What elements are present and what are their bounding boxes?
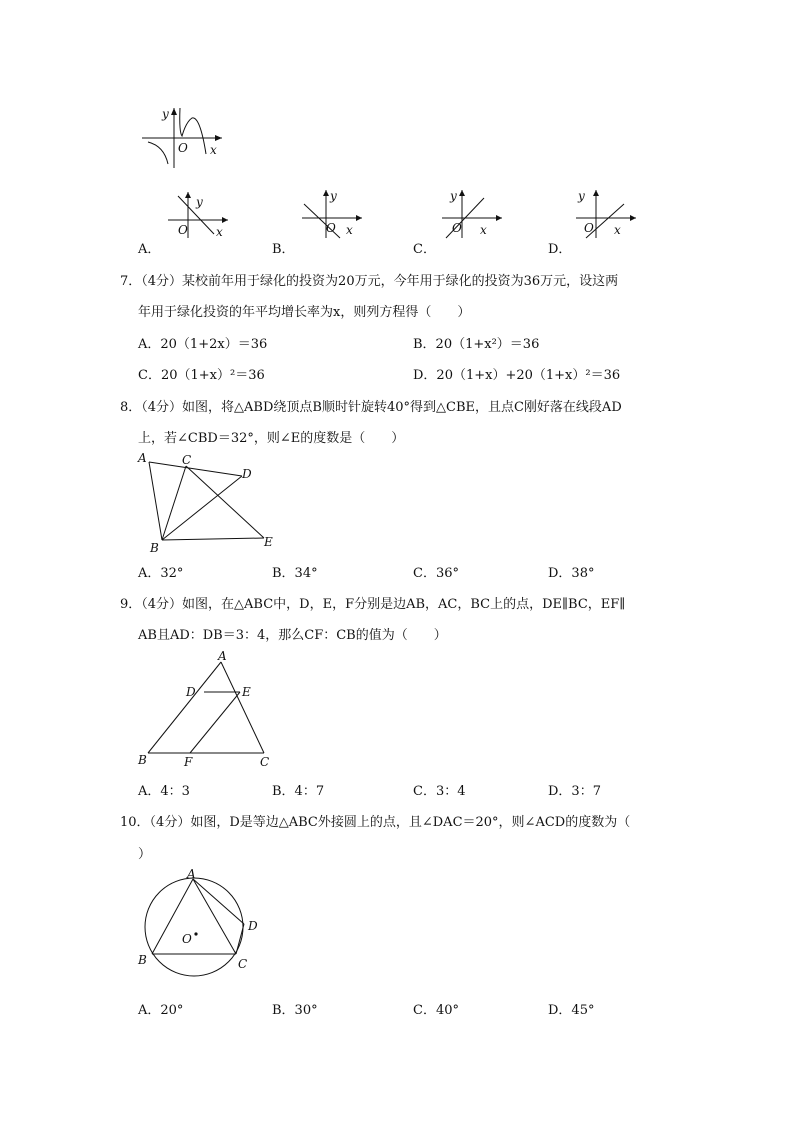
svg-text:O: O <box>584 221 594 235</box>
q10-figure <box>134 866 270 980</box>
q9-option-a: A．4：3 <box>138 784 190 799</box>
q6-option-c-label: C． <box>413 242 436 257</box>
q8-label-b: B <box>150 541 159 555</box>
q10-option-a: A．20° <box>138 1003 184 1018</box>
q9-label-b: B <box>138 753 147 767</box>
svg-text:y: y <box>578 189 585 203</box>
q6-main-graph <box>138 102 228 170</box>
q7-stem-line1: 7．（4分）某校前年用于绿化的投资为20万元，今年用于绿化的投资为36万元，设这两 <box>120 274 619 289</box>
q10-label-b: B <box>138 953 147 967</box>
q8-option-c: C．36° <box>413 566 459 581</box>
q8-label-e: E <box>264 535 273 549</box>
q7-option-a: A．20（1+2x）＝36 <box>138 337 268 352</box>
q9-label-f: F <box>184 755 193 769</box>
svg-text:O: O <box>178 223 188 237</box>
q10-option-d: D．45° <box>548 1003 595 1018</box>
q9-label-e: E <box>242 685 251 699</box>
q8-option-d: D．38° <box>548 566 595 581</box>
svg-text:x: x <box>480 223 487 237</box>
q6-option-d-label: D． <box>548 242 572 257</box>
q9-label-d: D <box>186 685 196 699</box>
svg-text:x: x <box>346 223 353 237</box>
q7-stem-line2: 年用于绿化投资的年平均增长率为x，则列方程得（ ） <box>138 305 471 320</box>
q7-option-b: B．20（1+x²）＝36 <box>413 337 540 352</box>
q6-y-label: y <box>162 107 169 121</box>
q9-label-c: C <box>260 755 270 769</box>
q9-label-a: A <box>218 649 227 663</box>
q9-stem-line1: 9．（4分）如图，在△ABC中，D，E，F分别是边AB，AC，BC上的点，DE∥BC，EF∥ <box>120 597 626 612</box>
q9-figure <box>134 646 284 770</box>
q10-option-b: B．30° <box>272 1003 318 1018</box>
svg-text:y: y <box>450 189 457 203</box>
q8-stem-line1: 8．（4分）如图，将△ABD绕顶点B顺时针旋转40°得到△CBE，且点C刚好落在线段AD <box>120 400 622 415</box>
q9-stem-line2: AB且AD：DB＝3：4，那么CF：CB的值为（ ） <box>138 628 447 643</box>
q8-label-a: A <box>138 451 147 465</box>
q6-x-label: x <box>210 143 217 157</box>
q10-label-o: O <box>182 932 192 946</box>
q6-option-b-graph <box>300 188 366 240</box>
q8-option-b: B．34° <box>272 566 318 581</box>
q6-option-a-label: A． <box>138 242 161 257</box>
q10-label-a: A <box>187 867 196 881</box>
q6-option-d-graph <box>574 188 640 240</box>
q8-stem-line2: 上，若∠CBD＝32°，则∠E的度数是（ ） <box>138 431 405 446</box>
q6-option-a-graph <box>166 190 232 240</box>
q7-option-d: D．20（1+x）+20（1+x）²＝36 <box>413 368 621 383</box>
q8-label-d: D <box>242 467 252 481</box>
q9-option-c: C．3：4 <box>413 784 466 799</box>
q6-o-label: O <box>178 141 188 155</box>
q8-label-c: C <box>182 453 192 467</box>
svg-text:x: x <box>614 223 621 237</box>
q7-option-c: C．20（1+x）²＝36 <box>138 368 265 383</box>
svg-text:O: O <box>326 221 336 235</box>
q6-option-c-graph <box>440 188 506 240</box>
q10-label-c: C <box>238 957 248 971</box>
q9-option-b: B．4：7 <box>272 784 325 799</box>
q8-figure <box>134 446 284 556</box>
q10-option-c: C．40° <box>413 1003 459 1018</box>
q10-stem-line1: 10．（4分）如图，D是等边△ABC外接圆上的点，且∠DAC＝20°，则∠ACD的度数为（ <box>120 815 631 830</box>
svg-text:O: O <box>452 221 462 235</box>
q9-option-d: D．3：7 <box>548 784 601 799</box>
svg-text:y: y <box>330 189 337 203</box>
q8-option-a: A．32° <box>138 566 184 581</box>
svg-text:y: y <box>196 195 203 209</box>
q6-option-b-label: B． <box>272 242 295 257</box>
q10-stem-line2: ） <box>138 847 152 862</box>
svg-text:x: x <box>216 225 223 239</box>
q10-label-d: D <box>248 919 258 933</box>
